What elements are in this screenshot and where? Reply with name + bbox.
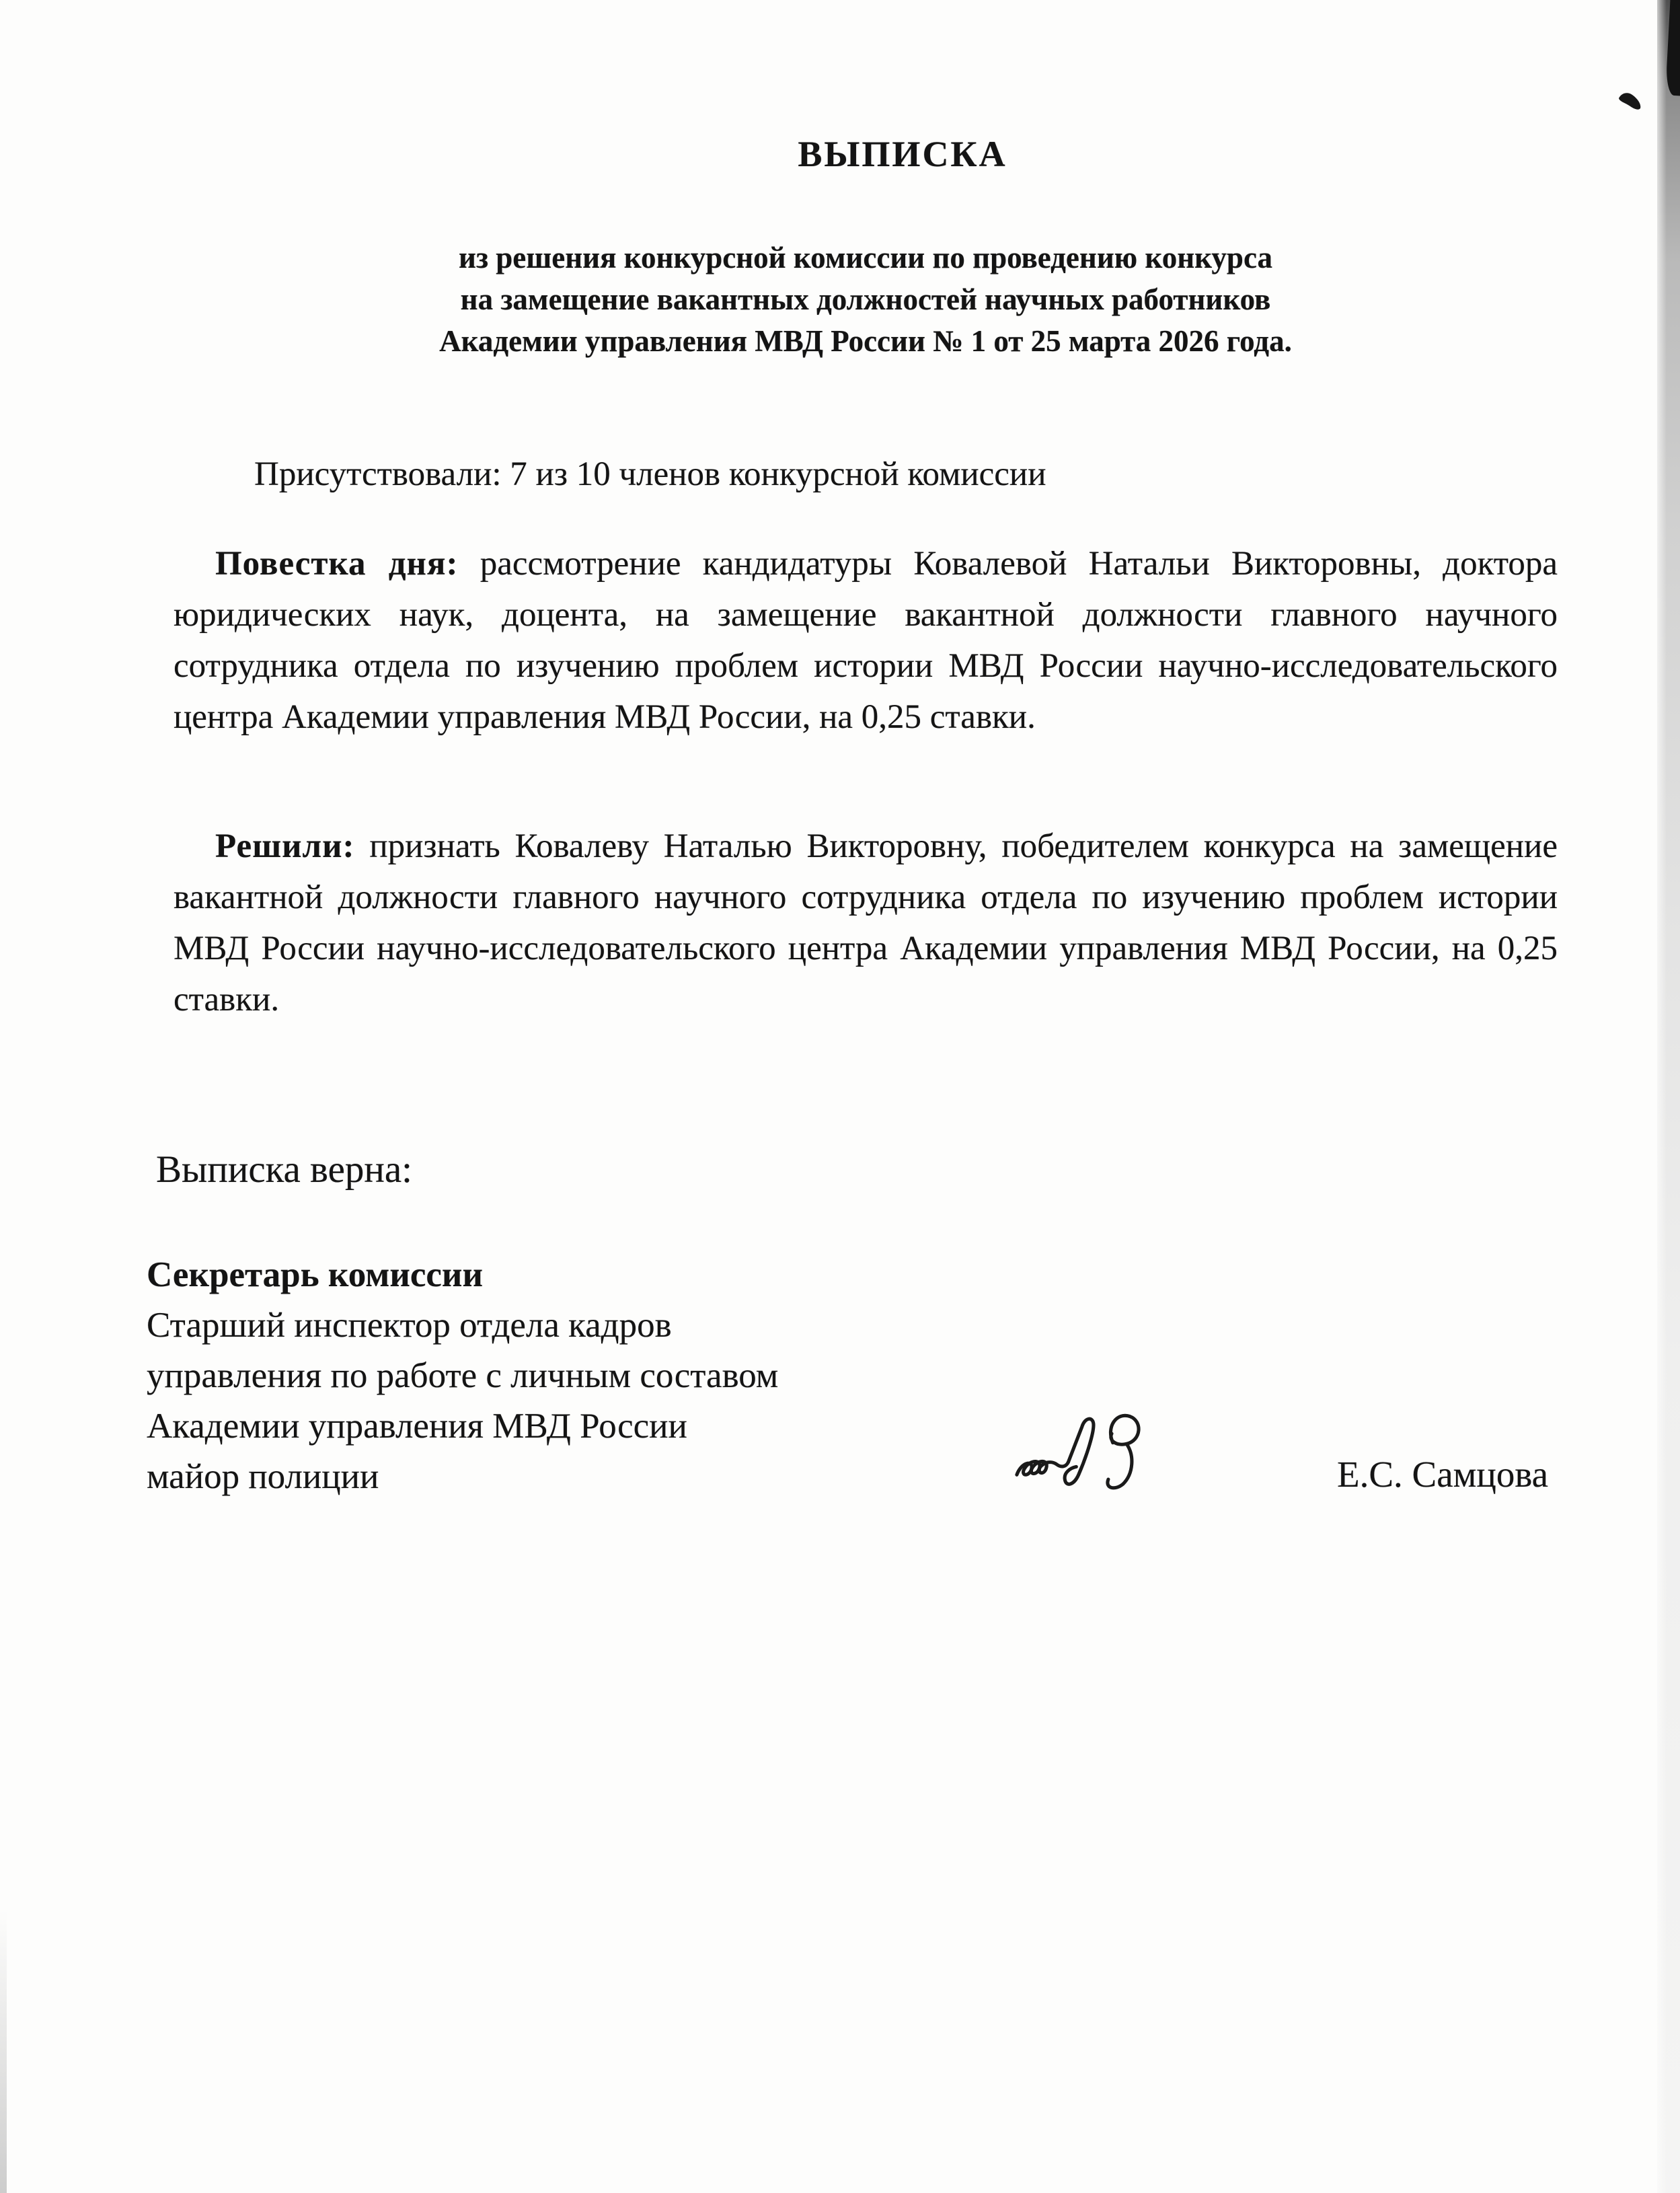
signatory-role-line-2: управления по работе с личным составом [147, 1356, 779, 1395]
signatory-role-title: Секретарь комиссии [147, 1255, 484, 1294]
certification-line: Выписка верна: [156, 1148, 413, 1191]
agenda-paragraph [174, 538, 1558, 743]
document-subtitle [174, 237, 1558, 362]
signatory-block [147, 1250, 1021, 1502]
agenda-text: рассмотрение кандидатуры Ковалевой Натальи Викторовны, доктора юридических наук, доцента, на замещение вакантной должности главного научного сотрудника отдела по изучению проблем истории МВД России научно-исследовательского центра Академии управления МВД России, на 0,25 ставки. [174, 545, 1558, 736]
scan-edge-shadow-fade [1653, 0, 1667, 2193]
resolution-paragraph [174, 821, 1558, 1025]
document-title: ВЫПИСКА [798, 134, 1007, 174]
signatory-role-line-1: Старший инспектор отдела кадров [147, 1306, 672, 1345]
handwritten-signature-icon [1009, 1401, 1237, 1506]
subtitle-line-2: на замещение вакантных должностей научных работников [460, 283, 1271, 316]
pen-stray-mark-icon [1617, 90, 1645, 117]
scan-left-edge-shadow [0, 1910, 7, 2193]
agenda-label: Повестка дня: [215, 545, 459, 583]
resolution-text: признать Ковалеву Наталью Викторовну, победителем конкурса на замещение вакантной должности главного научного сотрудника отдела по изучению проблем истории МВД России научно-исследовательского центра Академии управления МВД России, на 0,25 ставки. [174, 827, 1558, 1018]
resolution-label: Решили: [215, 827, 355, 865]
signatory-role-line-4: майор полиции [147, 1457, 379, 1496]
attendance-line: Присутствовали: 7 из 10 членов конкурсной комиссии [254, 455, 1046, 493]
subtitle-line-3: Академии управления МВД России № 1 от 25 марта 2026 года. [439, 324, 1292, 358]
signatory-role-line-3: Академии управления МВД России [147, 1407, 687, 1446]
subtitle-line-1: из решения конкурсной комиссии по проведению конкурса [459, 241, 1272, 274]
signatory-name: Е.С. Самцова [1337, 1454, 1549, 1495]
